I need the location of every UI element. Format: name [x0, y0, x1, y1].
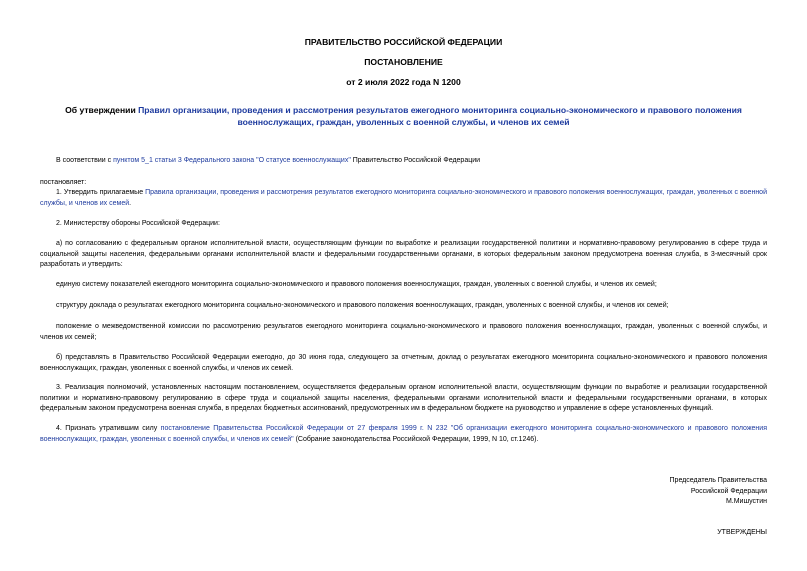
- paragraph-4-text-b: (Собрание законодательства Российской Федерации, 1999, N 10, ст.1246).: [293, 435, 539, 443]
- approved-rules-link[interactable]: Правила организации, проведения и рассмотрения результатов ежегодного мониторинга социально-экономического и правового положения военнослужащих, граждан, уволенных с военной службы, и членов их семей: [40, 189, 767, 207]
- list-item-indicators: единую систему показателей ежегодного мониторинга социально-экономического и правового положения военнослужащих, граждан, уволенных с военной службы, и членов их семей;: [56, 281, 657, 288]
- signature-name: М.Мишустин: [725, 498, 767, 506]
- document-type: ПОСТАНОВЛЕНИЕ: [364, 57, 443, 67]
- title-prefix: Об утверждении: [65, 105, 139, 115]
- document-date: от 2 июля 2022 года N 1200: [346, 77, 461, 87]
- paragraph-1-text-b: .: [129, 199, 132, 207]
- approved-heading: УТВЕРЖДЕНЫ: [717, 529, 767, 536]
- government-heading: ПРАВИТЕЛЬСТВО РОССИЙСКОЙ ФЕДЕРАЦИИ: [304, 37, 503, 47]
- preamble-text-a: В соответствии с: [56, 157, 114, 164]
- preamble-text-b: Правительство Российской Федерации: [350, 157, 481, 164]
- paragraph-2: 2. Министерству обороны Российской Федерации:: [56, 220, 220, 227]
- repealed-resolution-link[interactable]: постановление Правительства Российской Федерации от 27 февраля 1999 г. N 232 "Об организации ежегодного мониторинга социально-экономического и правового положения военнослужащих, граждан, уволенных с военной службы, и членов их семей": [40, 425, 767, 443]
- paragraph-2b: б) представлять в Правительство Российской Федерации ежегодно, до 30 июня года, следующего за отчетным, доклад о результатах ежегодного мониторинга социально-экономического и правового положения военнослужащих, граждан, уволенных с военной службы, и членов их семей.: [40, 354, 767, 372]
- federal-law-link[interactable]: пунктом 5_1 статьи 3 Федерального закона "О статусе военнослужащих": [113, 157, 351, 164]
- paragraph-2a: а) по согласованию с федеральным органом исполнительной власти, осуществляющим функции по выработке и реализации государственной политики и нормативно-правовому регулированию в сфере труда и социальной защиты населения, федеральными органами исполнительной власти и федеральными государственными органами, в которых федеральным законом предусмотрена военная служба, в 3-месячный срок разработать и утвердить:: [40, 240, 767, 269]
- paragraph-1-text-a: 1. Утвердить прилагаемые: [56, 189, 146, 196]
- paragraph-3: 3. Реализация полномочий, установленных настоящим постановлением, осуществляется федеральным органом исполнительной власти, осуществляющим функции по выработке и реализации государственной политики и нормативно-правовому регулированию в сфере труда и социальной защиты населения, федеральными органами исполнительной власти и федеральными государственными органами, в которых федеральным законом предусмотрена военная служба, в пределах бюджетных ассигнований, предусмотренных им в федеральном бюджете на руководство и управление в сфере установленных функций.: [40, 384, 767, 413]
- decides-line: постановляет:: [40, 179, 87, 186]
- list-item-commission: положение о межведомственной комиссии по рассмотрению результатов ежегодного мониторинга социально-экономического и правового положения военнослужащих, граждан, уволенных с военной службы, и членов их семей;: [40, 323, 767, 341]
- paragraph-4-text-a: 4. Признать утратившим силу: [56, 425, 161, 432]
- paragraph-4: [40, 424, 767, 445]
- preamble-paragraph: [40, 156, 767, 167]
- list-item-report-structure: структуру доклада о результатах ежегодного мониторинга социально-экономического и правового положения военнослужащих, граждан, уволенных с военной службы, и членов их семей;: [56, 302, 669, 309]
- signature-country: Российской Федерации: [690, 487, 767, 495]
- signature-position: Председатель Правительства: [669, 477, 767, 484]
- signature-block: [670, 476, 767, 508]
- paragraph-1: [40, 188, 767, 209]
- title-rules-link[interactable]: Правил организации, проведения и рассмотрения результатов ежегодного мониторинга социально-экономического и правового положения военнослужащих, граждан, уволенных с военной службы, и членов их семей: [138, 105, 742, 127]
- document-title: [40, 104, 767, 128]
